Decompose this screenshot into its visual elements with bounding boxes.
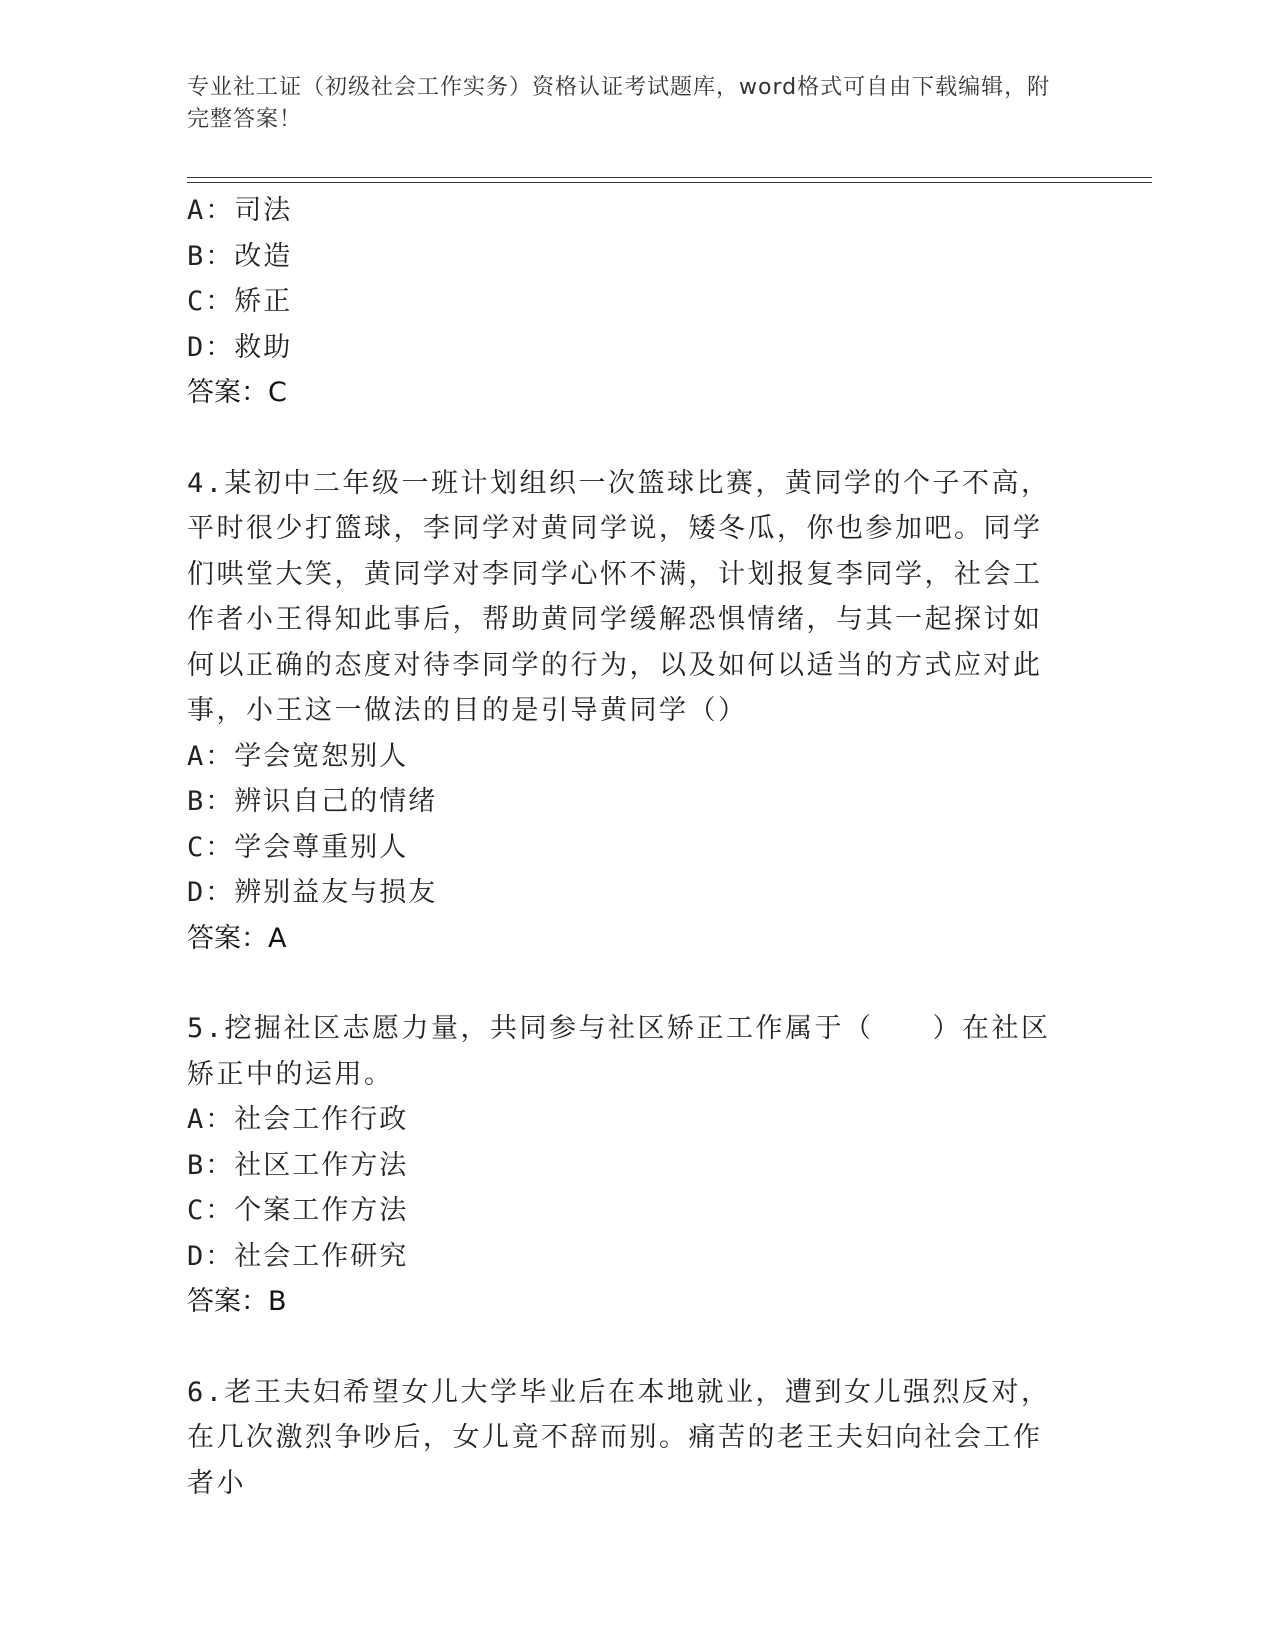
document-header: 专业社工证（初级社会工作实务）资格认证考试题库，word格式可自由下载编辑，附完整答案！ — [187, 75, 1051, 132]
question-4 — [187, 461, 1067, 962]
option-b: B：社区工作方法 — [187, 1149, 409, 1181]
option-a: A：司法 — [187, 195, 293, 226]
header-divider-bottom — [187, 182, 1152, 183]
option-d: D：社会工作研究 — [187, 1240, 409, 1272]
option-b: B：改造 — [187, 240, 293, 272]
spacer — [187, 1325, 1067, 1370]
option-a: A：学会宽恕别人 — [187, 740, 409, 772]
question-6 — [187, 1370, 1067, 1507]
option-d: D：辨别益友与损友 — [187, 877, 438, 908]
spacer — [187, 961, 1067, 1006]
answer: 答案：B — [187, 1286, 287, 1317]
question-3 — [187, 188, 1067, 416]
option-c: C：矫正 — [187, 286, 293, 317]
option-c: C：学会尊重别人 — [187, 831, 409, 863]
question-stem: 5.挖掘社区志愿力量，共同参与社区矫正工作属于（ ）在社区矫正中的运用。 — [187, 1013, 1051, 1090]
answer: 答案：A — [187, 922, 287, 954]
spacer — [187, 416, 1067, 461]
question-5 — [187, 1006, 1067, 1325]
option-d: D：救助 — [187, 331, 293, 363]
option-c: C：个案工作方法 — [187, 1195, 409, 1226]
answer: 答案：C — [187, 377, 287, 408]
question-stem: 4.某初中二年级一班计划组织一次篮球比赛，黄同学的个子不高，平时很少打篮球，李同学对黄同学说，矮冬瓜，你也参加吧。同学们哄堂大笑，黄同学对李同学心怀不满，计划报复李同学，社会工作者小王得知此事后，帮助黄同学缓解恐惧情绪，与其一起探讨如何以正确的态度对待李同学的行为，以及如何以适当的方式应对此事，小王这一做法的目的是引导黄同学（） — [187, 467, 1051, 726]
header-divider-top — [187, 177, 1152, 178]
option-b: B：辨识自己的情绪 — [187, 786, 438, 817]
question-stem: 6.老王夫妇希望女儿大学毕业后在本地就业，遭到女儿强烈反对，在几次激烈争吵后，女儿竟不辞而别。痛苦的老王夫妇向社会工作者小 — [187, 1376, 1051, 1499]
option-a: A：社会工作行政 — [187, 1104, 409, 1135]
question-list — [187, 188, 1067, 1506]
